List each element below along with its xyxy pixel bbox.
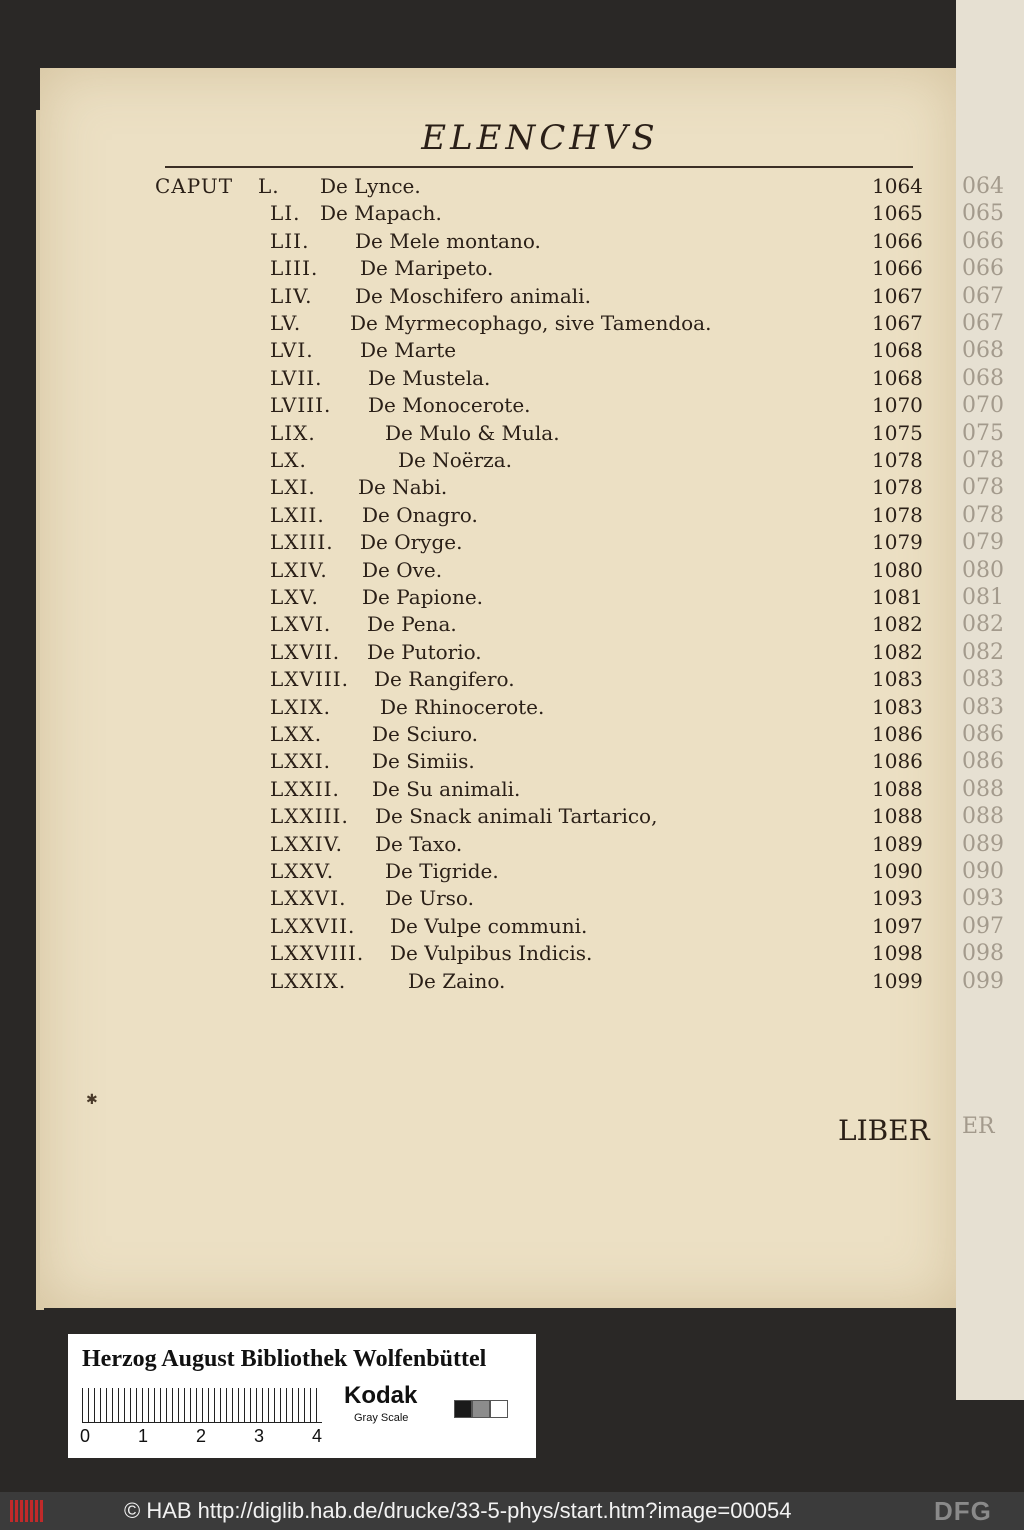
chapter-numeral: LXXI. [270, 749, 332, 774]
ruler-tick-label: 2 [196, 1426, 207, 1446]
page-number: 1089 [872, 831, 923, 856]
facing-page-number: 086 [962, 722, 1004, 747]
chapter-title: De Mapach. [320, 201, 442, 226]
toc-entry [0, 256, 956, 284]
chapter-numeral: LVII. [270, 365, 323, 390]
chapter-title: De Papione. [362, 585, 484, 609]
chapter-title: De Vulpibus Indicis. [390, 941, 593, 966]
chapter-numeral: LV. [270, 311, 302, 335]
footer-bar [0, 1492, 1024, 1530]
toc-entry [0, 804, 956, 832]
chapter-numeral: LIV. [270, 283, 313, 308]
toc-entry [0, 421, 956, 449]
chapter-title: De Mulo & Mula. [385, 420, 560, 445]
chapter-numeral: LXXII. [270, 776, 340, 801]
kodak-logo: Kodak [344, 1382, 418, 1409]
page-number: 1086 [872, 749, 923, 774]
toc-entry [0, 229, 956, 257]
page-number: 1075 [872, 420, 923, 445]
chapter-numeral: LXV. [270, 585, 319, 609]
ruler-tick-label: 4 [312, 1426, 323, 1446]
chapter-numeral: LXVI. [270, 612, 332, 637]
toc-entry [0, 475, 956, 503]
paper-speck: ✱ [86, 1092, 98, 1108]
chapter-title: De Nabi. [358, 475, 448, 500]
chapter-numeral: LXI. [270, 475, 316, 500]
toc-entry [0, 640, 956, 668]
facing-page-number: 078 [962, 475, 1004, 501]
gray-scale-label: Gray Scale [354, 1412, 409, 1424]
chapter-numeral: LX. [270, 448, 307, 472]
catchword: LIBER [838, 1114, 930, 1147]
toc-entry [0, 448, 956, 476]
page-number: 1090 [872, 859, 923, 883]
facing-page-number: 090 [962, 859, 1004, 884]
chapter-title: De Noërza. [398, 448, 512, 472]
chapter-title: De Myrmecophago, sive Tamendoa. [350, 311, 712, 335]
chapter-title: De Snack animali Tartarico, [375, 804, 658, 829]
facing-page-number: 068 [962, 338, 1004, 364]
page-number: 1086 [872, 722, 923, 746]
chapter-numeral: LI. [270, 201, 301, 226]
toc-entry [0, 749, 956, 777]
hab-logo-icon [10, 1500, 44, 1522]
ruler-tick-label: 3 [254, 1426, 265, 1446]
toc-entry [0, 941, 956, 969]
page-number: 1097 [872, 913, 923, 938]
facing-page-number: 081 [962, 585, 1004, 610]
chapter-title: De Marte [360, 338, 457, 363]
scale-ruler [82, 1388, 322, 1423]
toc-entry [0, 201, 956, 229]
chapter-title: De Putorio. [367, 639, 482, 664]
toc-entry [0, 612, 956, 640]
header-rule [165, 166, 913, 168]
chapter-title: De Moschifero animali. [355, 283, 591, 308]
chapter-numeral: LXXV. [270, 859, 335, 883]
page-number: 1070 [872, 393, 923, 418]
running-head: ELENCHVS [421, 118, 659, 158]
page-number: 1088 [872, 776, 923, 801]
toc-entry [0, 284, 956, 312]
toc-entry [0, 969, 956, 997]
chapter-title: De Su animali. [372, 776, 521, 801]
chapter-numeral: LVI. [270, 338, 314, 363]
page-number: 1083 [872, 667, 923, 692]
facing-page-number: 068 [962, 365, 1004, 391]
chapter-title: De Rangifero. [374, 667, 515, 692]
toc-entry [0, 886, 956, 914]
chapter-numeral: LXIII. [270, 530, 334, 555]
chapter-numeral: LXIX. [270, 694, 332, 719]
chapter-title: De Sciuro. [372, 722, 479, 746]
page-number: 1065 [872, 201, 923, 226]
facing-page-number: 079 [962, 530, 1004, 556]
facing-page-number: 067 [962, 283, 1004, 309]
page-number: 1068 [872, 338, 923, 363]
page-number: 1098 [872, 941, 923, 966]
swatch-gray [472, 1400, 490, 1418]
facing-page-number: 075 [962, 420, 1004, 446]
chapter-numeral: LXXVIII. [270, 941, 365, 966]
swatch-white [490, 1400, 508, 1418]
ruler-tick-label: 0 [80, 1426, 91, 1446]
swatch-black [454, 1400, 472, 1418]
page-number: 1066 [872, 256, 923, 281]
chapter-title: De Pena. [367, 612, 457, 637]
footer-credit: © HAB http://diglib.hab.de/drucke/33-5-phys/start.htm?image=00054 [124, 1498, 792, 1523]
chapter-title: De Maripeto. [360, 256, 494, 281]
toc-entry [0, 667, 956, 695]
page-number: 1093 [872, 886, 923, 911]
page-number: 1078 [872, 448, 923, 472]
ruler-tick-label: 1 [138, 1426, 149, 1446]
page-number: 1083 [872, 694, 923, 719]
toc-entry [0, 174, 956, 202]
facing-page-number: 080 [962, 557, 1004, 583]
toc-entry [0, 914, 956, 942]
facing-page-number: 066 [962, 228, 1004, 254]
chapter-title: De Mele montano. [355, 228, 541, 253]
chapter-numeral: LXVII. [270, 639, 341, 664]
facing-page-number: 093 [962, 886, 1004, 912]
facing-page-number: 066 [962, 256, 1004, 282]
toc-entry [0, 585, 956, 613]
page-number: 1067 [872, 283, 923, 308]
page-number: 1082 [872, 639, 923, 664]
facing-page-number: 065 [962, 201, 1004, 227]
facing-page-number: 083 [962, 667, 1004, 693]
toc-entry [0, 558, 956, 586]
facing-page-number: 064 [962, 174, 1004, 199]
chapter-title: De Taxo. [375, 831, 463, 856]
page-number: 1067 [872, 311, 923, 335]
chapter-numeral: LXXVII. [270, 913, 356, 938]
facing-page-number: 099 [962, 968, 1004, 994]
chapter-numeral: LIII. [270, 256, 319, 281]
facing-page-number: 082 [962, 639, 1004, 665]
chapter-title: De Mustela. [368, 365, 491, 390]
chapter-title: De Vulpe communi. [390, 913, 588, 938]
page-number: 1066 [872, 228, 923, 253]
page-number: 1079 [872, 530, 923, 555]
toc-entry [0, 503, 956, 531]
page-number: 1078 [872, 475, 923, 500]
page-number: 1078 [872, 502, 923, 527]
facing-page-number: 088 [962, 776, 1004, 802]
facing-page-number: 089 [962, 831, 1004, 857]
chapter-numeral: LIX. [270, 420, 316, 445]
chapter-numeral: LXXIII. [270, 804, 349, 829]
page-number: 1081 [872, 585, 923, 609]
chapter-title: De Onagro. [362, 502, 478, 527]
toc-entry [0, 777, 956, 805]
facing-page-number: 086 [962, 749, 1004, 775]
chapter-title: De Rhinocerote. [380, 694, 545, 719]
facing-page-number: 097 [962, 913, 1004, 939]
chapter-numeral: LXXIV. [270, 831, 343, 856]
toc-entry [0, 366, 956, 394]
library-name: Herzog August Bibliothek Wolfenbüttel [82, 1346, 487, 1372]
toc-entry [0, 530, 956, 558]
chapter-numeral: LXX. [270, 722, 323, 746]
chapter-numeral: LXII. [270, 502, 325, 527]
chapter-numeral: LXIV. [270, 557, 328, 582]
facing-page-number: 070 [962, 393, 1004, 419]
chapter-numeral: LII. [270, 228, 310, 253]
chapter-title: De Oryge. [360, 530, 463, 555]
facing-page-number: 078 [962, 502, 1004, 528]
toc-entry [0, 832, 956, 860]
dfg-logo: DFG [934, 1496, 992, 1526]
facing-page-number: 083 [962, 694, 1004, 720]
chapter-title: De Monocerote. [368, 393, 531, 418]
chapter-title: De Zaino. [408, 968, 506, 993]
chapter-title: De Simiis. [372, 749, 475, 774]
toc-entry [0, 859, 956, 887]
toc-entry [0, 722, 956, 750]
facing-page-number: 088 [962, 804, 1004, 830]
chapter-numeral: LXXVI. [270, 886, 347, 911]
gray-scale-swatches [454, 1400, 508, 1418]
chapter-title: De Ove. [362, 557, 443, 582]
chapter-title: De Urso. [385, 886, 474, 911]
chapter-numeral: LXXIX. [270, 968, 347, 993]
library-label-card [68, 1334, 536, 1458]
facing-page-number: 082 [962, 612, 1004, 638]
facing-catchword: ER [962, 1114, 995, 1139]
chapter-numeral: L. [258, 174, 280, 198]
facing-page-number: 067 [962, 311, 1004, 336]
page-number: 1068 [872, 365, 923, 390]
chapter-numeral: LXVIII. [270, 667, 350, 692]
page-number: 1099 [872, 968, 923, 993]
facing-page-number: 098 [962, 941, 1004, 967]
chapter-numeral: LVIII. [270, 393, 332, 418]
toc-entry [0, 695, 956, 723]
caput-label: CAPUT [155, 174, 234, 198]
chapter-title: De Lynce. [320, 174, 421, 198]
page-number: 1088 [872, 804, 923, 829]
toc-entry [0, 338, 956, 366]
toc-entry [0, 311, 956, 339]
chapter-title: De Tigride. [385, 859, 499, 883]
facing-page-number: 078 [962, 448, 1004, 473]
page-number: 1080 [872, 557, 923, 582]
toc-entry [0, 393, 956, 421]
page-number: 1082 [872, 612, 923, 637]
page-number: 1064 [872, 174, 923, 198]
